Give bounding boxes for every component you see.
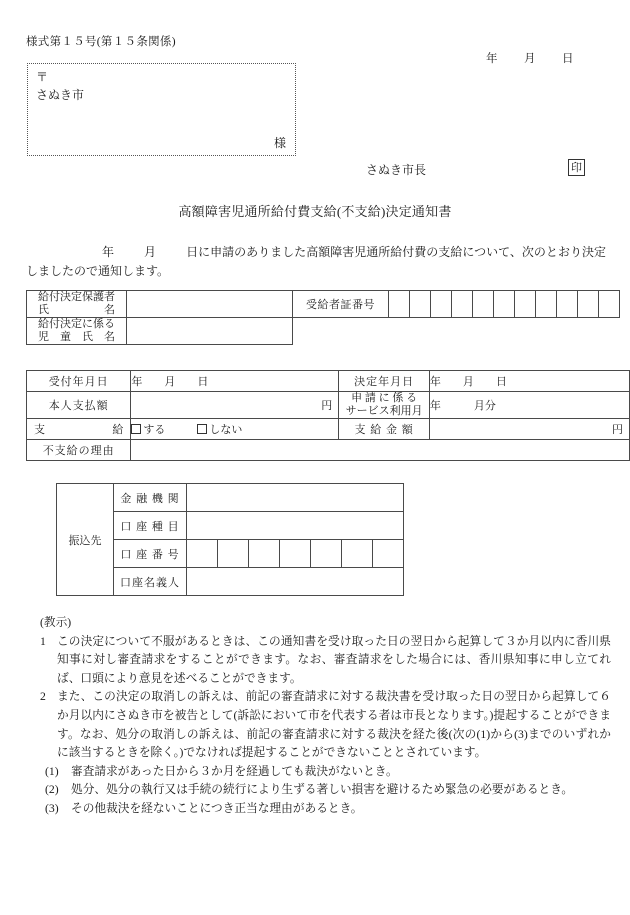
intro-paragraph <box>26 243 606 281</box>
checkbox-not-pay-label: しない <box>209 424 243 436</box>
instruction-subitem-1 <box>26 763 611 782</box>
account-digit-cell[interactable] <box>218 540 249 568</box>
child-name-input[interactable] <box>127 318 293 345</box>
cert-digit-cell[interactable] <box>389 291 410 318</box>
checkbox-pay[interactable] <box>131 424 165 436</box>
cert-digit-cell[interactable] <box>578 291 599 318</box>
instruction-subnumber-3: (3) <box>45 801 59 815</box>
instruction-text-2: また、この決定の取消しの訴えは、前記の審査請求に対する裁決書を受け取った日の翌日から起算して６か月以内にさぬき市を被告として(訴訟において市を代表する者は市長となります。)提起することができます。なお、処分の取消しの訴えは、前記の審査請求に対する裁決を経た後(次の(1)から(3)までのいずれかに該当するときを除く。)でなければ提起することができないこととされています。 <box>57 690 611 760</box>
instruction-text-1: この決定について不服があるときは、この通知書を受け取った日の翌日から起算して３か月以内に香川県知事に対し審査請求をすることができます。なお、審査請求をした場合には、香川県知事に申し立てれば、口頭により意見を述べることができます。 <box>57 634 611 685</box>
cert-digit-cell[interactable] <box>515 291 536 318</box>
child-name-label-line1: 給付決定に係る <box>38 318 115 330</box>
payment-decision-label: 支 給 <box>27 419 131 440</box>
bank-transfer-table <box>56 483 404 596</box>
self-payment-value[interactable]: 円 <box>131 392 339 419</box>
account-number-label: 口 座 番 号 <box>114 540 187 568</box>
form-number: 様式第１５号(第１５条関係) <box>26 36 176 48</box>
account-digit-cell[interactable] <box>249 540 280 568</box>
cert-digit-cell[interactable] <box>410 291 431 318</box>
decision-date-value[interactable]: 年 月 日 <box>429 371 629 392</box>
instruction-subnumber-1: (1) <box>45 764 59 778</box>
instruction-subtext-2: 処分、処分の執行又は手続の続行により生ずる著しい損害を避けるため緊急の必要があるとき。 <box>71 783 574 797</box>
intro-month: 月 <box>144 245 157 259</box>
payment-amount-label: 支 給 金 額 <box>339 419 430 440</box>
cert-digit-cell[interactable] <box>452 291 473 318</box>
table-row <box>27 318 620 345</box>
decision-date-label: 決定年月日 <box>339 371 430 392</box>
financial-institution-label: 金 融 機 関 <box>114 484 187 512</box>
non-payment-reason-value[interactable] <box>131 440 630 461</box>
account-holder-input[interactable] <box>187 568 404 596</box>
table-row <box>27 291 620 318</box>
self-payment-label: 本人支払額 <box>27 392 131 419</box>
child-name-label-line2: 児 童 氏 名 <box>38 331 115 343</box>
checkbox-not-pay[interactable] <box>197 424 242 436</box>
issue-date-month: 月 <box>524 53 536 65</box>
instruction-subtext-3: その他裁決を経ないことにつき正当な理由があるとき。 <box>71 801 363 815</box>
checkbox-pay-label: する <box>143 424 166 436</box>
instruction-number-1: 1 <box>40 634 46 648</box>
account-holder-label: 口座名義人 <box>114 568 187 596</box>
instruction-subtext-1: 審査請求があった日から３か月を経過しても裁決がないとき。 <box>71 764 398 778</box>
account-digit-cell[interactable] <box>187 540 218 568</box>
instruction-number-2: 2 <box>40 690 46 704</box>
addressee-honorific: 様 <box>273 136 286 150</box>
instructions-section <box>26 614 611 819</box>
guardian-name-label <box>27 291 127 318</box>
postal-code-mark: 〒 <box>36 70 49 84</box>
payment-decision-options <box>131 419 339 440</box>
instruction-item-1 <box>26 633 611 689</box>
cert-digit-cell[interactable] <box>494 291 515 318</box>
financial-institution-input[interactable] <box>187 484 404 512</box>
seal-stamp-box: 印 <box>568 159 585 176</box>
page-title: 高額障害児通所給付費支給(不支給)決定通知書 <box>178 204 452 219</box>
checkbox-pay-box[interactable] <box>131 424 141 434</box>
table-row <box>27 440 630 461</box>
beneficiary-table <box>26 290 620 345</box>
guardian-name-label-line1: 給付決定保護者 <box>38 291 115 303</box>
guardian-name-input[interactable] <box>127 291 293 318</box>
service-month-label-line1: 申 請 に 係 る <box>351 392 418 404</box>
checkbox-not-pay-box[interactable] <box>197 424 207 434</box>
issue-date-line <box>486 50 574 66</box>
issuer-name: さぬき市長 <box>366 163 427 177</box>
service-month-label-line2: サービス利用月 <box>345 405 423 417</box>
intro-day: 日 <box>186 245 199 259</box>
guardian-name-label-line2: 氏 名 <box>38 304 115 316</box>
payment-amount-value[interactable]: 円 <box>429 419 629 440</box>
intro-year: 年 <box>102 245 115 259</box>
account-digit-cell[interactable] <box>311 540 342 568</box>
transfer-destination-label: 振込先 <box>57 484 114 596</box>
intro-body: に申請のありました高額障害児通所給付費の支給について、次のとおり決定しましたので通知します。 <box>26 245 606 278</box>
account-type-label: 口 座 種 目 <box>114 512 187 540</box>
reception-date-label: 受付年月日 <box>27 371 131 392</box>
certificate-number-label: 受給者証番号 <box>293 291 389 318</box>
instructions-title: (教示) <box>40 616 72 629</box>
non-payment-reason-label: 不支給の理由 <box>27 440 131 461</box>
account-digit-cell[interactable] <box>280 540 311 568</box>
cert-digit-cell[interactable] <box>473 291 494 318</box>
reception-date-value[interactable]: 年 月 日 <box>131 371 339 392</box>
table-row <box>57 484 404 512</box>
instruction-subitem-2 <box>26 781 611 800</box>
service-month-label <box>339 392 430 419</box>
instruction-subnumber-2: (2) <box>45 783 59 797</box>
cert-digit-cell[interactable] <box>557 291 578 318</box>
table-row <box>27 371 630 392</box>
service-month-value[interactable]: 年 月分 <box>429 392 629 419</box>
account-digit-cell[interactable] <box>342 540 373 568</box>
table-row <box>27 419 630 440</box>
cert-digit-cell[interactable] <box>536 291 557 318</box>
addressee-city: さぬき市 <box>36 88 85 102</box>
issue-date-day: 日 <box>562 53 574 65</box>
account-type-input[interactable] <box>187 512 404 540</box>
account-digit-cell[interactable] <box>373 540 404 568</box>
instruction-item-2 <box>26 688 611 762</box>
cert-digit-cell[interactable] <box>599 291 620 318</box>
instruction-subitem-3 <box>26 800 611 819</box>
child-name-label <box>27 318 127 345</box>
addressee-box <box>27 63 296 156</box>
decision-table <box>26 370 630 461</box>
table-row <box>27 392 630 419</box>
cert-digit-cell[interactable] <box>431 291 452 318</box>
issue-date-year: 年 <box>486 53 498 65</box>
